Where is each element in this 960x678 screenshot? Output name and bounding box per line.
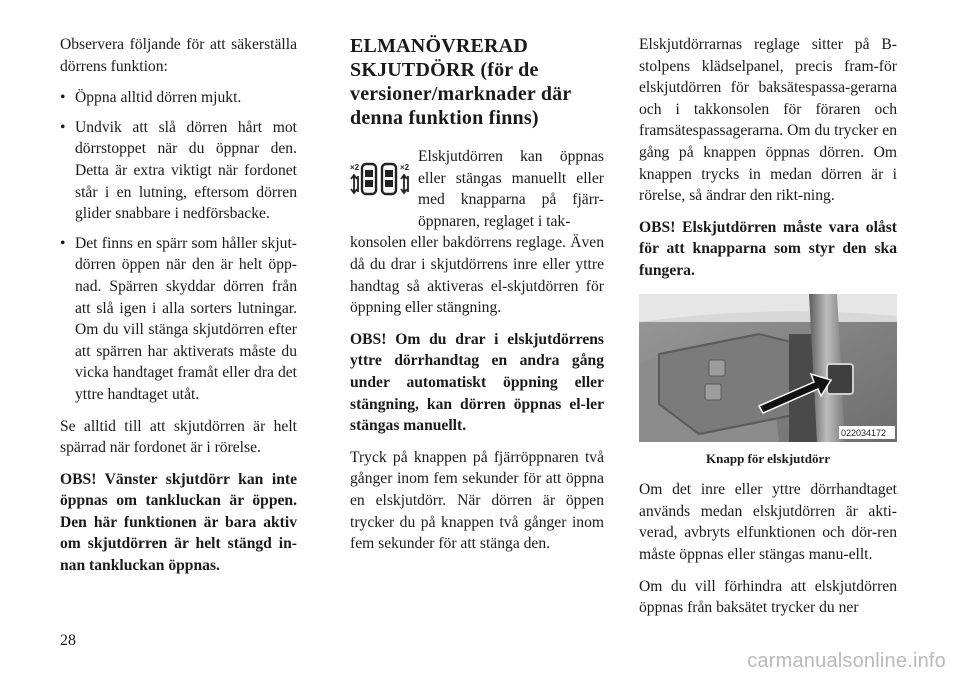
figure xyxy=(639,294,897,470)
list-item: • Öppna alltid dörren mjukt. xyxy=(60,87,297,109)
watermark: carmanualsonline.info xyxy=(747,650,946,672)
paragraph: Tryck på knappen på fjärröppnaren två gånger inom fem sekunder för att öppna en elskjutdörr. När dörren är öppen trycker du på knappen två gånger inom fem sekunder för att stänga den. xyxy=(350,448,604,553)
list-item: • Undvik att slå dörren hårt mot dörrstoppet när du öppnar den. Detta är extra viktigt när fordonet står i en lutning, eftersom dörren glider snabbare i nedförsbacke. xyxy=(60,117,297,225)
column-right xyxy=(639,34,897,629)
photo-code: 022034172 xyxy=(841,427,887,438)
icon-text: Elskjutdörren kan öppnas eller stängas manuellt eller med knapparna på fjärr-öppnaren, reglaget i tak- xyxy=(418,148,604,230)
note-fuel-door: OBS! Vänster skjutdörr kan inte öppnas om tankluckan är öppen. Den här funktionen är bara aktiv om skjutdörren är helt stängd in-nan tankluckan öppnas. xyxy=(60,470,297,575)
svg-text:×2: ×2 xyxy=(400,163,410,172)
paragraph: Se alltid till att skjutdörren är helt spärrad när fordonet är i rörelse. xyxy=(60,417,297,457)
note-handle: OBS! Om du drar i elskjutdörrens yttre dörrhandtag en andra gång under automatiskt öppning eller stängning, kan dörren öppnas el-ler stängas manuellt. xyxy=(350,330,604,435)
paragraph: konsolen eller bakdörrens reglage. Även då du drar i skjutdörrens inre eller yttre handtag så aktiveras el-skjutdörren för öppning eller stängning. xyxy=(350,234,604,317)
icon-paragraph xyxy=(350,146,604,232)
intro-text: Observera följande för att säkerställa dörrens funktion: xyxy=(60,36,297,75)
column-left xyxy=(60,34,297,587)
paragraph: Om det inre eller yttre dörrhandtaget används medan elskjutdörren är akti-verad, avbryts elfunktionen och dör-ren måste öppnas eller stängas manu-ellt. xyxy=(639,481,897,563)
list-item: • Det finns en spärr som håller skjut-dörren öppen när den är helt öpp-nad. Spärren skyddar dörren från att slå igen i alla sorters lutningar. Om du vill stänga skjutdörren efter att spärren har aktiverats måste du vicka handtaget framåt eller dra det yttre handtaget utåt. xyxy=(60,233,297,406)
sliding-door-button-photo xyxy=(639,294,897,442)
paragraph: Om du vill förhindra att elskjutdörren öppnas från baksätet trycker du ner xyxy=(639,577,897,617)
figure-caption: Knapp för elskjutdörr xyxy=(706,450,830,466)
note-unlocked: OBS! Elskjutdörren måste vara olåst för att knapparna som styr den ska fungera. xyxy=(639,218,897,279)
paragraph: Elskjutdörrarnas reglage sitter på B-stolpens klädselpanel, precis fram-för elskjutdörren för baksätespassa-gerarna och i takkonsolen för föraren och framsätespassagerarna. Om du trycker en gång på knappen öppnas dörren. Om knappen trycks in medan dörren är i rörelse, så ändrar den rikt-ning. xyxy=(639,36,897,205)
section-heading: ELMANÖVRERAD SKJUTDÖRR (för de versioner/marknader där denna funktion finns) xyxy=(350,35,572,129)
column-middle xyxy=(350,34,604,565)
svg-text:×2: ×2 xyxy=(350,163,360,172)
power-sliding-door-icon xyxy=(350,160,412,200)
page-number: 28 xyxy=(60,632,76,649)
safety-list xyxy=(60,87,297,405)
